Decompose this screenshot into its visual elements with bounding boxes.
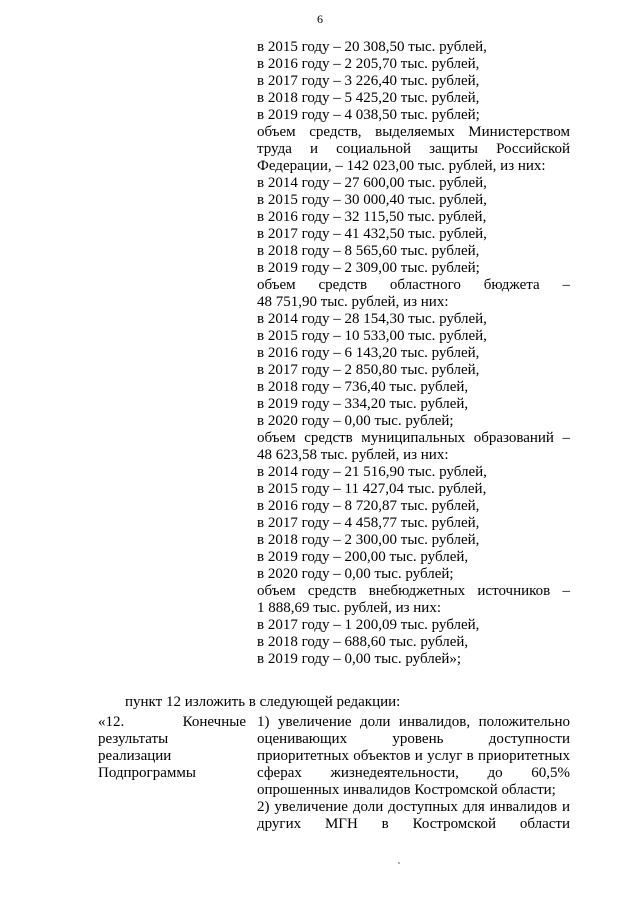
year-line: в 2019 году – 4 038,50 тыс. рублей; xyxy=(257,107,480,123)
year-line: в 2014 году – 28 154,30 тыс. рублей, xyxy=(257,311,487,327)
scan-speck xyxy=(398,862,400,864)
year-line: в 2016 году – 6 143,20 тыс. рублей, xyxy=(257,345,480,361)
item-title-line: Подпрограммы xyxy=(98,765,196,781)
year-line: в 2015 году – 10 533,00 тыс. рублей, xyxy=(257,328,487,344)
year-line: в 2016 году – 8 720,87 тыс. рублей, xyxy=(257,498,480,514)
extrabudget-header: объем средств внебюджетных источников – xyxy=(257,583,570,599)
item-content-line: опрошенных инвалидов Костромской области; xyxy=(257,782,556,798)
year-line: в 2018 году – 2 300,00 тыс. рублей, xyxy=(257,532,480,548)
year-line: в 2017 году – 4 458,77 тыс. рублей, xyxy=(257,515,480,531)
year-line: в 2019 году – 2 309,00 тыс. рублей; xyxy=(257,260,480,276)
item-title-line: «12. Конечные xyxy=(98,714,246,730)
year-line: в 2014 году – 27 600,00 тыс. рублей, xyxy=(257,175,487,191)
year-line: в 2017 году – 1 200,09 тыс. рублей, xyxy=(257,617,480,633)
year-line: в 2017 году – 41 432,50 тыс. рублей, xyxy=(257,226,487,242)
year-line: в 2016 году – 2 205,70 тыс. рублей, xyxy=(257,56,480,72)
year-line: в 2015 году – 30 000,40 тыс. рублей, xyxy=(257,192,487,208)
municipal-header: объем средств муниципальных образований – xyxy=(257,430,570,446)
regional-total: 48 751,90 тыс. рублей, из них: xyxy=(257,294,449,310)
year-line: в 2015 году – 20 308,50 тыс. рублей, xyxy=(257,39,487,55)
year-line: в 2017 году – 3 226,40 тыс. рублей, xyxy=(257,73,480,89)
item-content-line: оценивающих уровень доступности xyxy=(257,731,570,747)
year-line: в 2020 году – 0,00 тыс. рублей; xyxy=(257,566,454,582)
year-line: в 2018 году – 8 565,60 тыс. рублей, xyxy=(257,243,480,259)
year-line: в 2017 году – 2 850,80 тыс. рублей, xyxy=(257,362,480,378)
year-line: в 2019 году – 200,00 тыс. рублей, xyxy=(257,549,469,565)
page-number: 6 xyxy=(317,12,323,26)
item-title-line: результаты xyxy=(98,731,169,747)
item-title-line: реализации xyxy=(98,748,172,764)
item-12-title xyxy=(98,714,246,782)
amendment-intro: пункт 12 изложить в следующей редакции: xyxy=(125,694,401,710)
year-line: в 2020 году – 0,00 тыс. рублей; xyxy=(257,413,454,429)
item-content-line: других МГН в Костромской области xyxy=(257,816,570,832)
year-line: в 2019 году – 334,20 тыс. рублей, xyxy=(257,396,469,412)
municipal-total: 48 623,58 тыс. рублей, из них: xyxy=(257,447,449,463)
year-line: в 2014 году – 21 516,90 тыс. рублей, xyxy=(257,464,487,480)
ministry-header-line: труда и социальной защиты Российской xyxy=(257,141,570,157)
year-line: в 2019 году – 0,00 тыс. рублей»; xyxy=(257,651,462,667)
ministry-total: Федерации, – 142 023,00 тыс. рублей, из них: xyxy=(257,158,546,174)
ministry-header-line: объем средств, выделяемых Министерством xyxy=(257,124,570,140)
item-12-content xyxy=(257,714,570,833)
extrabudget-total: 1 888,69 тыс. рублей, из них: xyxy=(257,600,441,616)
item-content-line: 1) увеличение доли инвалидов, положительно xyxy=(257,714,570,730)
year-line: в 2018 году – 736,40 тыс. рублей, xyxy=(257,379,469,395)
regional-header: объем средств областного бюджета – xyxy=(257,277,570,293)
year-line: в 2018 году – 5 425,20 тыс. рублей, xyxy=(257,90,480,106)
item-content-line: 2) увеличение доли доступных для инвалидов и xyxy=(257,799,570,815)
item-content-line: приоритетных объектов и услуг в приоритетных xyxy=(257,748,570,764)
year-line: в 2018 году – 688,60 тыс. рублей, xyxy=(257,634,469,650)
year-line: в 2015 году – 11 427,04 тыс. рублей, xyxy=(257,481,487,497)
item-content-line: сферах жизнедеятельности, до 60,5% xyxy=(257,765,570,781)
funding-column xyxy=(257,39,570,668)
year-line: в 2016 году – 32 115,50 тыс. рублей, xyxy=(257,209,487,225)
